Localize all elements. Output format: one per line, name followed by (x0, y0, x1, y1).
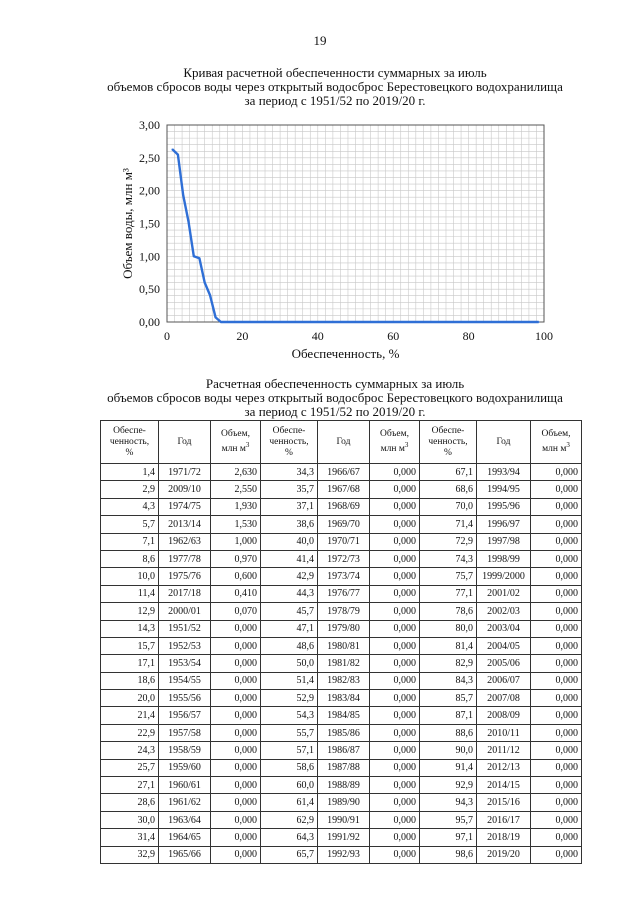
year-cell: 1989/90 (318, 794, 370, 811)
x-tick-label: 80 (462, 329, 475, 343)
year-cell: 1993/94 (477, 464, 531, 481)
probability-cell: 71,4 (420, 516, 477, 533)
header-probability: Обеспе- ченность, % (420, 421, 477, 464)
probability-cell: 42,9 (261, 568, 318, 585)
volume-cell: 0,000 (211, 620, 261, 637)
probability-cell: 64,3 (261, 829, 318, 846)
year-cell: 2014/15 (477, 777, 531, 794)
table-row (101, 707, 582, 724)
probability-cell: 75,7 (420, 568, 477, 585)
probability-cell: 35,7 (261, 481, 318, 498)
year-cell: 1998/99 (477, 550, 531, 567)
table-row (101, 498, 582, 515)
probability-cell: 78,6 (420, 603, 477, 620)
year-cell: 1968/69 (318, 498, 370, 515)
probability-cell: 8,6 (101, 550, 159, 567)
volume-cell: 0,000 (211, 811, 261, 828)
probability-cell: 50,0 (261, 655, 318, 672)
volume-cell: 0,000 (211, 794, 261, 811)
probability-cell: 57,1 (261, 742, 318, 759)
year-cell: 2004/05 (477, 637, 531, 654)
table-title (95, 377, 575, 419)
year-cell: 1990/91 (318, 811, 370, 828)
volume-cell: 0,000 (531, 620, 582, 637)
year-cell: 2017/18 (159, 585, 211, 602)
probability-cell: 94,3 (420, 794, 477, 811)
table-row (101, 777, 582, 794)
probability-cell: 85,7 (420, 690, 477, 707)
probability-cell: 12,9 (101, 603, 159, 620)
volume-cell: 0,000 (531, 585, 582, 602)
volume-cell: 2,630 (211, 464, 261, 481)
year-cell: 1970/71 (318, 533, 370, 550)
year-cell: 2011/12 (477, 742, 531, 759)
probability-cell: 65,7 (261, 846, 318, 863)
x-tick-label: 60 (387, 329, 400, 343)
x-tick-label: 40 (311, 329, 324, 343)
volume-cell: 0,000 (531, 533, 582, 550)
year-cell: 1980/81 (318, 637, 370, 654)
year-cell: 1982/83 (318, 672, 370, 689)
year-cell: 2003/04 (477, 620, 531, 637)
x-tick-label: 100 (535, 329, 553, 343)
probability-cell: 37,1 (261, 498, 318, 515)
volume-cell: 0,000 (370, 759, 420, 776)
year-cell: 1988/89 (318, 777, 370, 794)
data-point (215, 317, 217, 319)
probability-cell: 44,3 (261, 585, 318, 602)
probability-cell: 32,9 (101, 846, 159, 863)
year-cell: 2005/06 (477, 655, 531, 672)
year-cell: 1997/98 (477, 533, 531, 550)
volume-cell: 0,000 (370, 603, 420, 620)
probability-cell: 21,4 (101, 707, 159, 724)
year-cell: 1986/87 (318, 742, 370, 759)
volume-cell: 0,000 (531, 498, 582, 515)
probability-cell: 11,4 (101, 585, 159, 602)
volume-cell: 0,000 (531, 794, 582, 811)
year-cell: 2019/20 (477, 846, 531, 863)
probability-cell: 87,1 (420, 707, 477, 724)
year-cell: 1981/82 (318, 655, 370, 672)
year-cell: 1996/97 (477, 516, 531, 533)
year-cell: 1965/66 (159, 846, 211, 863)
year-cell: 1967/68 (318, 481, 370, 498)
table-row (101, 690, 582, 707)
y-axis-label: Объем воды, млн м³ (120, 168, 135, 279)
table-row (101, 533, 582, 550)
year-cell: 1987/88 (318, 759, 370, 776)
probability-cell: 77,1 (420, 585, 477, 602)
year-cell: 1977/78 (159, 550, 211, 567)
year-cell: 2016/17 (477, 811, 531, 828)
volume-cell: 0,000 (370, 777, 420, 794)
volume-cell: 0,000 (211, 742, 261, 759)
probability-cell: 80,0 (420, 620, 477, 637)
volume-cell: 0,000 (211, 759, 261, 776)
volume-cell: 0,000 (370, 498, 420, 515)
probability-cell: 18,6 (101, 672, 159, 689)
header-volume: Объем, млн $м^3$ (370, 421, 420, 464)
year-cell: 1971/72 (159, 464, 211, 481)
probability-cell: 67,1 (420, 464, 477, 481)
volume-cell: 0,000 (370, 690, 420, 707)
probability-cell: 81,4 (420, 637, 477, 654)
volume-cell: 0,000 (370, 585, 420, 602)
volume-cell: 0,000 (211, 846, 261, 863)
year-cell: 1952/53 (159, 637, 211, 654)
header-volume: Объем, млн $м^3$ (211, 421, 261, 464)
year-cell: 1969/70 (318, 516, 370, 533)
data-point (199, 258, 201, 260)
year-cell: 2007/08 (477, 690, 531, 707)
volume-cell: 0,000 (211, 777, 261, 794)
volume-cell: 0,000 (531, 672, 582, 689)
year-cell: 1962/63 (159, 533, 211, 550)
x-tick-label: 0 (164, 329, 170, 343)
volume-cell: 0,000 (211, 655, 261, 672)
volume-cell: 0,000 (370, 794, 420, 811)
probability-cell: 70,0 (420, 498, 477, 515)
probability-cell: 27,1 (101, 777, 159, 794)
volume-cell: 0,000 (531, 550, 582, 567)
year-cell: 1994/95 (477, 481, 531, 498)
probability-cell: 25,7 (101, 759, 159, 776)
probability-cell: 92,9 (420, 777, 477, 794)
volume-cell: 0,000 (370, 655, 420, 672)
probability-cell: 1,4 (101, 464, 159, 481)
probability-cell: 82,9 (420, 655, 477, 672)
year-cell: 1992/93 (318, 846, 370, 863)
data-point (188, 221, 190, 223)
volume-cell: 0,000 (531, 516, 582, 533)
probability-cell: 58,6 (261, 759, 318, 776)
table-row (101, 794, 582, 811)
probability-cell: 38,6 (261, 516, 318, 533)
probability-cell: 22,9 (101, 724, 159, 741)
volume-cell: 0,000 (531, 811, 582, 828)
y-tick-label: 2,50 (139, 150, 160, 165)
year-cell: 2006/07 (477, 672, 531, 689)
volume-cell: 0,000 (370, 742, 420, 759)
probability-cell: 91,4 (420, 759, 477, 776)
year-cell: 1966/67 (318, 464, 370, 481)
year-cell: 1956/57 (159, 707, 211, 724)
table-row (101, 516, 582, 533)
year-cell: 1960/61 (159, 777, 211, 794)
header-year: Год (477, 421, 531, 464)
data-point (193, 256, 195, 258)
table-row (101, 672, 582, 689)
volume-cell: 0,000 (370, 829, 420, 846)
year-cell: 1984/85 (318, 707, 370, 724)
volume-cell: 0,000 (370, 464, 420, 481)
data-point (182, 194, 184, 196)
volume-cell: 0,000 (370, 568, 420, 585)
volume-cell: 0,000 (370, 516, 420, 533)
probability-cell: 20,0 (101, 690, 159, 707)
volume-cell: 0,000 (211, 707, 261, 724)
table-row (101, 846, 582, 863)
table-row (101, 620, 582, 637)
table-row (101, 603, 582, 620)
probability-cell: 60,0 (261, 777, 318, 794)
provision-table (100, 420, 582, 864)
year-cell: 1957/58 (159, 724, 211, 741)
probability-cell: 55,7 (261, 724, 318, 741)
year-cell: 1964/65 (159, 829, 211, 846)
volume-cell: 0,000 (531, 707, 582, 724)
volume-cell: 0,000 (531, 724, 582, 741)
volume-cell: 0,000 (370, 550, 420, 567)
year-cell: 2010/11 (477, 724, 531, 741)
table-row (101, 829, 582, 846)
volume-cell: 0,410 (211, 585, 261, 602)
volume-cell: 0,000 (531, 481, 582, 498)
table-row (101, 550, 582, 567)
table-row (101, 811, 582, 828)
volume-cell: 0,000 (370, 724, 420, 741)
probability-cell: 61,4 (261, 794, 318, 811)
volume-cell: 0,000 (531, 742, 582, 759)
table-row (101, 568, 582, 585)
probability-cell: 10,0 (101, 568, 159, 585)
volume-cell: 0,000 (370, 672, 420, 689)
volume-cell: 0,070 (211, 603, 261, 620)
y-tick-label: 2,00 (139, 183, 160, 198)
volume-cell: 0,000 (211, 724, 261, 741)
volume-cell: 0,000 (370, 707, 420, 724)
year-cell: 1955/56 (159, 690, 211, 707)
table-row (101, 464, 582, 481)
table-row (101, 759, 582, 776)
probability-cell: 62,9 (261, 811, 318, 828)
table-title-line: за период с 1951/52 по 2019/20 г. (244, 404, 426, 419)
year-cell: 2018/19 (477, 829, 531, 846)
volume-cell: 1,930 (211, 498, 261, 515)
year-cell: 1972/73 (318, 550, 370, 567)
volume-cell: 0,000 (211, 690, 261, 707)
probability-cell: 97,1 (420, 829, 477, 846)
year-cell: 2009/10 (159, 481, 211, 498)
x-tick-label: 20 (236, 329, 249, 343)
volume-cell: 0,000 (370, 481, 420, 498)
volume-cell: 0,000 (370, 811, 420, 828)
probability-cell: 54,3 (261, 707, 318, 724)
volume-cell: 0,000 (211, 637, 261, 654)
year-cell: 1951/52 (159, 620, 211, 637)
volume-cell: 0,000 (531, 464, 582, 481)
year-cell: 1983/84 (318, 690, 370, 707)
probability-cell: 98,6 (420, 846, 477, 863)
year-cell: 1974/75 (159, 498, 211, 515)
year-cell: 1953/54 (159, 655, 211, 672)
volume-cell: 0,000 (531, 603, 582, 620)
probability-cell: 84,3 (420, 672, 477, 689)
year-cell: 1979/80 (318, 620, 370, 637)
volume-cell: 0,000 (211, 672, 261, 689)
volume-cell: 0,000 (531, 568, 582, 585)
y-tick-label: 0,00 (139, 315, 160, 329)
volume-cell: 1,530 (211, 516, 261, 533)
year-cell: 1991/92 (318, 829, 370, 846)
chart-title-line: Кривая расчетной обеспеченности суммарных за июль (183, 65, 487, 80)
header-volume: Объем, млн $м^3$ (531, 421, 582, 464)
year-cell: 2001/02 (477, 585, 531, 602)
header-probability: Обеспе- ченность, % (261, 421, 318, 464)
year-cell: 1995/96 (477, 498, 531, 515)
year-cell: 1985/86 (318, 724, 370, 741)
y-tick-label: 1,50 (139, 216, 160, 231)
volume-cell: 0,000 (531, 846, 582, 863)
probability-cell: 88,6 (420, 724, 477, 741)
volume-cell: 0,000 (531, 690, 582, 707)
probability-cell: 40,0 (261, 533, 318, 550)
year-cell: 2008/09 (477, 707, 531, 724)
volume-cell: 0,600 (211, 568, 261, 585)
data-point (209, 294, 211, 296)
probability-cell: 15,7 (101, 637, 159, 654)
year-cell: 1958/59 (159, 742, 211, 759)
table-row (101, 724, 582, 741)
y-tick-label: 0,50 (139, 282, 160, 297)
probability-cell: 68,6 (420, 481, 477, 498)
probability-cell: 51,4 (261, 672, 318, 689)
volume-cell: 1,000 (211, 533, 261, 550)
year-cell: 1963/64 (159, 811, 211, 828)
probability-cell: 45,7 (261, 603, 318, 620)
table-row (101, 637, 582, 654)
year-cell: 2013/14 (159, 516, 211, 533)
probability-cell: 31,4 (101, 829, 159, 846)
probability-cell: 41,4 (261, 550, 318, 567)
probability-cell: 17,1 (101, 655, 159, 672)
table-row (101, 585, 582, 602)
y-tick-label: 3,00 (139, 118, 160, 132)
header-year: Год (318, 421, 370, 464)
volume-cell: 0,000 (370, 846, 420, 863)
year-cell: 1975/76 (159, 568, 211, 585)
probability-cell: 7,1 (101, 533, 159, 550)
data-point (538, 321, 540, 323)
probability-cell: 72,9 (420, 533, 477, 550)
probability-cell: 95,7 (420, 811, 477, 828)
volume-cell: 0,000 (370, 533, 420, 550)
volume-cell: 0,000 (531, 655, 582, 672)
x-axis-label: Обеспеченность, % (291, 346, 400, 361)
table-row (101, 481, 582, 498)
probability-cell: 47,1 (261, 620, 318, 637)
probability-cell: 52,9 (261, 690, 318, 707)
volume-cell: 0,000 (211, 829, 261, 846)
probability-cell: 90,0 (420, 742, 477, 759)
probability-cell: 28,6 (101, 794, 159, 811)
volume-cell: 2,550 (211, 481, 261, 498)
year-cell: 2015/16 (477, 794, 531, 811)
data-point (177, 154, 179, 156)
chart-title-line: объемов сбросов воды через открытый водосброс Берестовецкого водохранилища (107, 79, 563, 94)
table-body (101, 464, 582, 864)
table-title-line: Расчетная обеспеченность суммарных за июль (205, 376, 465, 391)
volume-cell: 0,000 (531, 829, 582, 846)
probability-cell: 14,3 (101, 620, 159, 637)
data-point (204, 282, 206, 284)
provision-curve-chart (0, 0, 640, 370)
table-row (101, 742, 582, 759)
year-cell: 1978/79 (318, 603, 370, 620)
year-cell: 2000/01 (159, 603, 211, 620)
year-cell: 1961/62 (159, 794, 211, 811)
year-cell: 1959/60 (159, 759, 211, 776)
probability-cell: 24,3 (101, 742, 159, 759)
year-cell: 1954/55 (159, 672, 211, 689)
table-row (101, 655, 582, 672)
probability-cell: 48,6 (261, 637, 318, 654)
probability-cell: 74,3 (420, 550, 477, 567)
volume-cell: 0,000 (370, 637, 420, 654)
year-cell: 2012/13 (477, 759, 531, 776)
year-cell: 1976/77 (318, 585, 370, 602)
volume-cell: 0,000 (531, 637, 582, 654)
probability-cell: 2,9 (101, 481, 159, 498)
volume-cell: 0,000 (531, 777, 582, 794)
volume-cell: 0,000 (531, 759, 582, 776)
table-header-row (101, 421, 582, 464)
table-title-line: объемов сбросов воды через открытый водосброс Берестовецкого водохранилища (107, 390, 563, 405)
year-cell: 2002/03 (477, 603, 531, 620)
year-cell: 1973/74 (318, 568, 370, 585)
header-probability: Обеспе- ченность, % (101, 421, 159, 464)
y-tick-label: 1,00 (139, 249, 160, 264)
probability-cell: 4,3 (101, 498, 159, 515)
probability-cell: 34,3 (261, 464, 318, 481)
volume-cell: 0,000 (370, 620, 420, 637)
header-year: Год (159, 421, 211, 464)
data-point (171, 148, 173, 150)
probability-cell: 5,7 (101, 516, 159, 533)
page-number: 19 (313, 33, 327, 48)
volume-cell: 0,970 (211, 550, 261, 567)
probability-cell: 30,0 (101, 811, 159, 828)
chart-title-line: за период с 1951/52 по 2019/20 г. (244, 93, 426, 108)
data-point (220, 321, 222, 323)
year-cell: 1999/2000 (477, 568, 531, 585)
